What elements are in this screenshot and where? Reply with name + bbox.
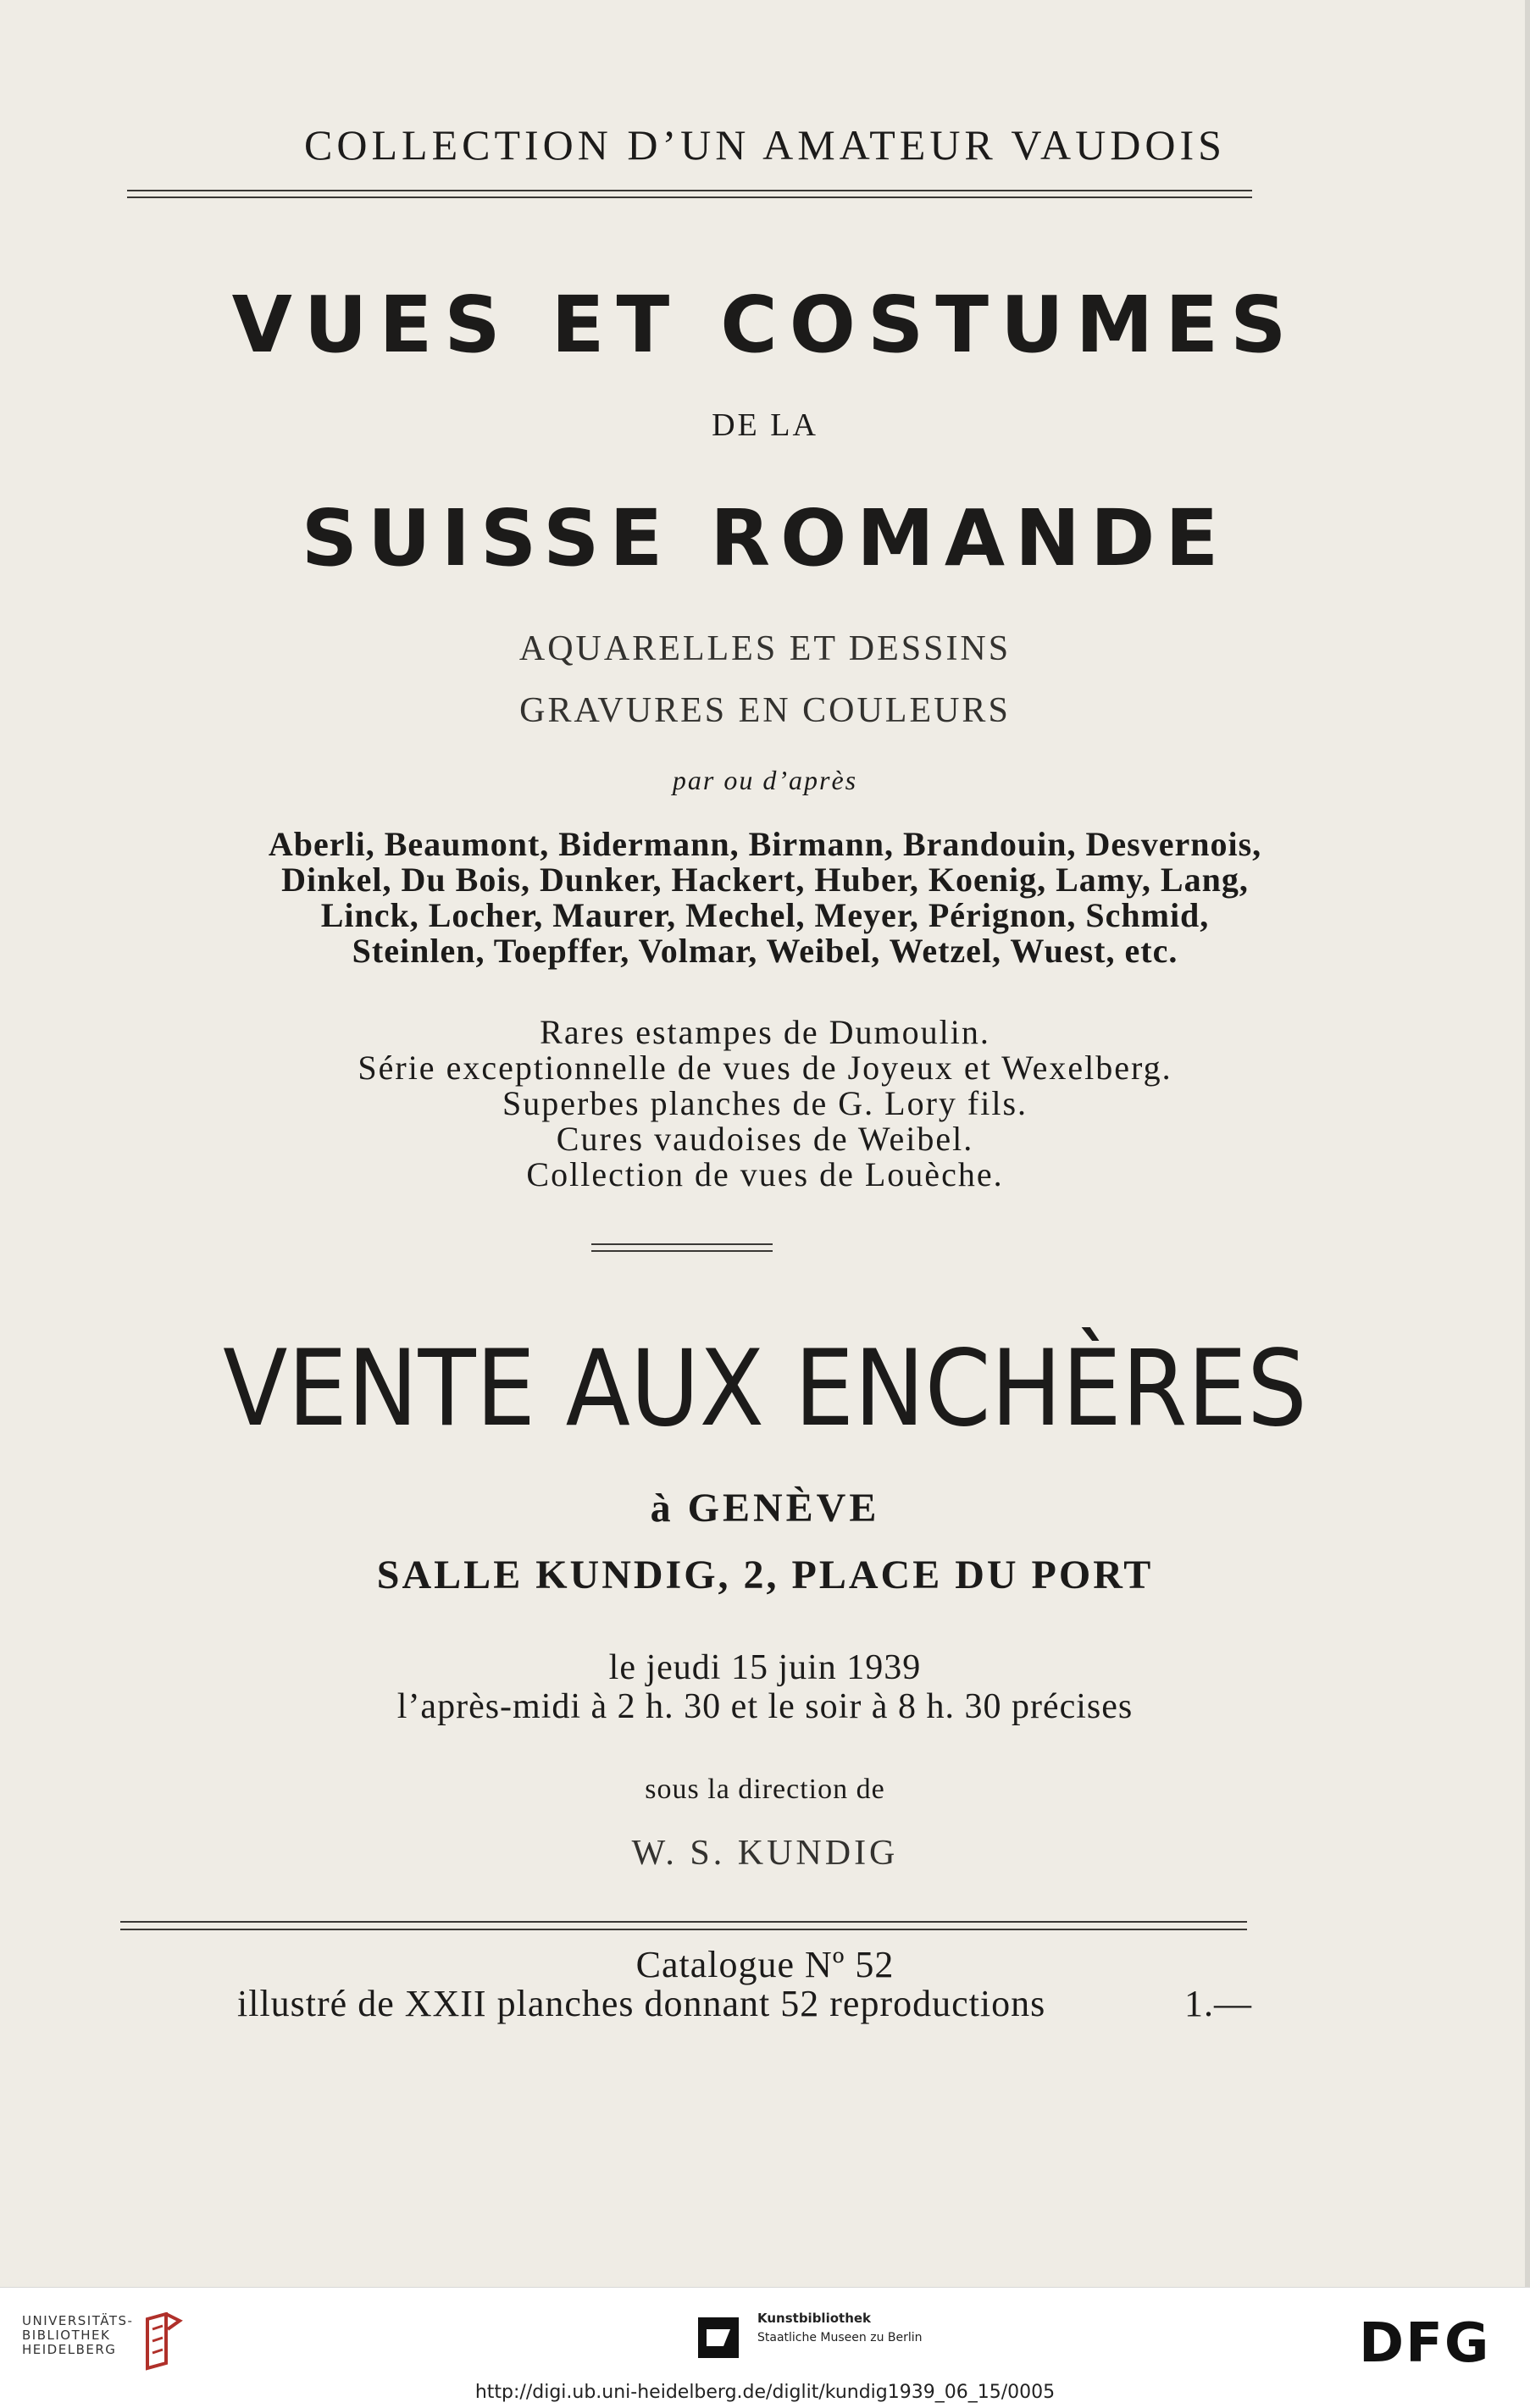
subtitle-engravings: GRAVURES EN COULEURS [519, 691, 1011, 730]
university-line: HEIDELBERG [22, 2342, 117, 2357]
library-name: Kunstbibliothek [757, 2311, 872, 2326]
catalogue-rule-top [120, 1921, 1247, 1923]
university-line: BIBLIOTHEK [22, 2328, 111, 2343]
divider-short-bottom [591, 1250, 773, 1252]
dfg-logo[interactable]: DFG [1359, 2312, 1491, 2375]
sale-date: le jeudi 15 juin 1939 [608, 1648, 922, 1687]
header-rule-top [127, 190, 1252, 191]
catalogue-rule-bottom [120, 1929, 1247, 1930]
artists-line: Steinlen, Toepffer, Volmar, Weibel, Wetzel, Wuest, etc. [352, 932, 1178, 970]
by-line: par ou d’après [672, 765, 858, 795]
sale-city: à GENÈVE [650, 1486, 880, 1531]
page-url[interactable]: http://digi.ub.uni-heidelberg.de/diglit/kundig1939_06_15/0005 [474, 2382, 1056, 2403]
artists-line: Aberli, Beaumont, Bidermann, Birmann, Brandouin, Desvernois, [268, 825, 1262, 863]
kunstbibliothek-mark-icon [698, 2317, 739, 2358]
university-crest-icon [142, 2312, 183, 2372]
title-line-2: SUISSE ROMANDE [301, 493, 1229, 584]
header-rule-bottom [127, 197, 1252, 198]
title-connector: DE LA [712, 407, 818, 443]
highlight-line: Rares estampes de Dumoulin. [540, 1013, 990, 1051]
university-line: UNIVERSITÄTS- [22, 2313, 134, 2328]
highlight-line: Superbes planches de G. Lory fils. [502, 1084, 1028, 1122]
sale-venue: SALLE KUNDIG, 2, PLACE DU PORT [376, 1553, 1154, 1597]
director-name: W. S. KUNDIG [631, 1834, 899, 1873]
kunstbibliothek-text [757, 2311, 923, 2344]
catalogue-description: illustré de XXII planches donnant 52 reproductions [237, 1983, 1046, 2024]
highlight-line: Collection de vues de Louèche. [526, 1155, 1004, 1193]
catalogue-number: Catalogue Nº 52 [635, 1944, 895, 1985]
direction-label: sous la direction de [645, 1774, 885, 1805]
subtitle-watercolours: AQUARELLES ET DESSINS [518, 629, 1012, 668]
divider-short-top [591, 1243, 773, 1245]
sale-title: VENTE AUX ENCHÈRES [223, 1328, 1307, 1450]
collection-header: COLLECTION D’UN AMATEUR VAUDOIS [304, 121, 1226, 169]
catalogue-price: 1.— [1184, 1983, 1252, 2024]
highlight-line: Série exceptionnelle de vues de Joyeux et Wexelberg. [358, 1049, 1172, 1087]
artists-line: Dinkel, Du Bois, Dunker, Hackert, Huber, Koenig, Lamy, Lang, [281, 861, 1249, 899]
artists-line: Linck, Locher, Maurer, Mechel, Meyer, Pérignon, Schmid, [320, 896, 1210, 934]
title-line-1: VUES ET COSTUMES [231, 280, 1299, 370]
library-subtitle: Staatliche Museen zu Berlin [757, 2331, 923, 2344]
sale-times: l’après-midi à 2 h. 30 et le soir à 8 h. 30 précises [396, 1687, 1134, 1726]
university-library-logo[interactable] [22, 2314, 133, 2357]
highlight-line: Cures vaudoises de Weibel. [556, 1120, 974, 1158]
